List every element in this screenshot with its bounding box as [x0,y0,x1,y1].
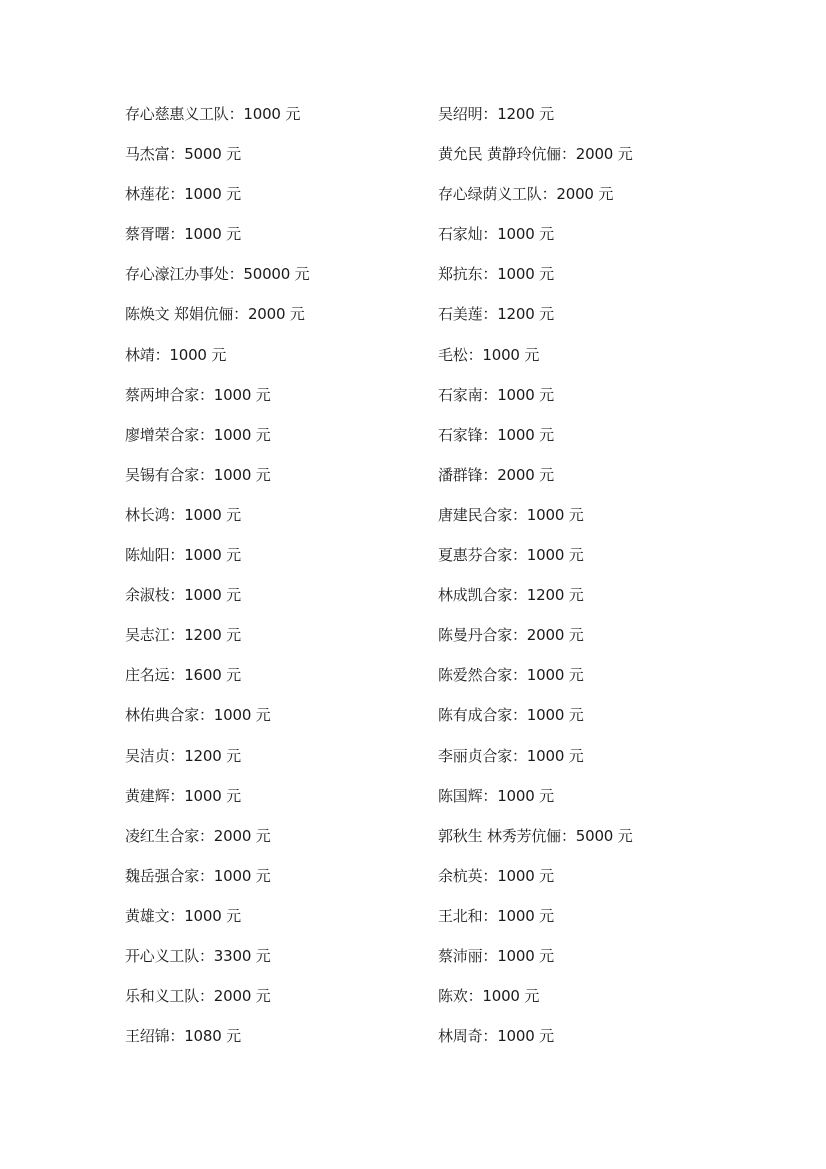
donor-entry: 林长鸿：1000 元 [125,505,241,524]
donor-entry: 存心慈惠义工队：1000 元 [125,105,301,123]
donor-entry: 石家南：1000 元 [438,385,554,404]
donor-entry: 林佑典合家：1000 元 [125,706,271,725]
donor-entry: 余淑枝：1000 元 [125,586,241,605]
donor-entry: 吴志江：1200 元 [125,626,241,645]
donor-entry: 黄建辉：1000 元 [125,786,241,805]
donor-entry: 林莲花：1000 元 [125,185,241,204]
donor-entry: 黄允民 黄静玲伉俪：2000 元 [438,145,633,164]
donor-entry: 余杭英：1000 元 [438,866,554,885]
donor-entry: 黄雄文：1000 元 [125,906,241,925]
donor-list-left [125,103,310,1065]
donor-entry: 夏惠芬合家：1000 元 [438,546,584,565]
donor-entry: 吴洁贞：1200 元 [125,746,241,765]
donor-entry: 陈爱然合家：1000 元 [438,666,584,685]
donor-entry: 王北和：1000 元 [438,906,554,925]
donor-entry: 蔡胥曙：1000 元 [125,225,241,244]
donor-entry: 王绍锦：1080 元 [125,1027,241,1046]
donor-entry: 马杰富：5000 元 [125,145,241,164]
donor-entry: 林靖：1000 元 [125,345,227,364]
donor-entry: 廖增荣合家：1000 元 [125,425,271,444]
donor-entry: 蔡沛丽：1000 元 [438,946,554,965]
donor-entry: 石家锋：1000 元 [438,425,554,444]
donor-entry: 潘群锋：2000 元 [438,465,554,484]
donor-entry: 陈有成合家：1000 元 [438,706,584,725]
donor-entry: 林成凯合家：1200 元 [438,586,584,605]
donor-entry: 唐建民合家：1000 元 [438,505,584,524]
donor-entry: 毛松：1000 元 [438,345,540,364]
donor-entry: 李丽贞合家：1000 元 [438,746,584,765]
donor-entry: 开心义工队：3300 元 [125,946,271,965]
donor-entry: 陈灿阳：1000 元 [125,546,241,565]
donor-entry: 乐和义工队：2000 元 [125,987,271,1006]
donor-entry: 陈焕文 郑娟伉俪：2000 元 [125,305,305,324]
donor-entry: 蔡两坤合家：1000 元 [125,385,271,404]
donor-entry: 庄名远：1600 元 [125,666,241,685]
donor-entry: 吴绍明：1200 元 [438,105,554,123]
donor-entry: 存心绿荫义工队：2000 元 [438,185,614,204]
donor-entry: 郭秋生 林秀芳伉俪：5000 元 [438,826,633,845]
donor-entry: 石家灿：1000 元 [438,225,554,244]
donor-entry: 石美莲：1200 元 [438,305,554,324]
donor-entry: 陈曼丹合家：2000 元 [438,626,584,645]
donor-entry: 存心濠江办事处：50000 元 [125,265,310,284]
donor-entry: 吴锡有合家：1000 元 [125,465,271,484]
donor-entry: 陈国辉：1000 元 [438,786,554,805]
donor-entry: 魏岳强合家：1000 元 [125,866,271,885]
donor-entry: 凌红生合家：2000 元 [125,826,271,845]
donor-entry: 陈欢：1000 元 [438,987,540,1006]
donor-entry: 郑抗东：1000 元 [438,265,554,284]
donor-list-right [438,103,633,1065]
donor-entry: 林周奇：1000 元 [438,1027,554,1046]
